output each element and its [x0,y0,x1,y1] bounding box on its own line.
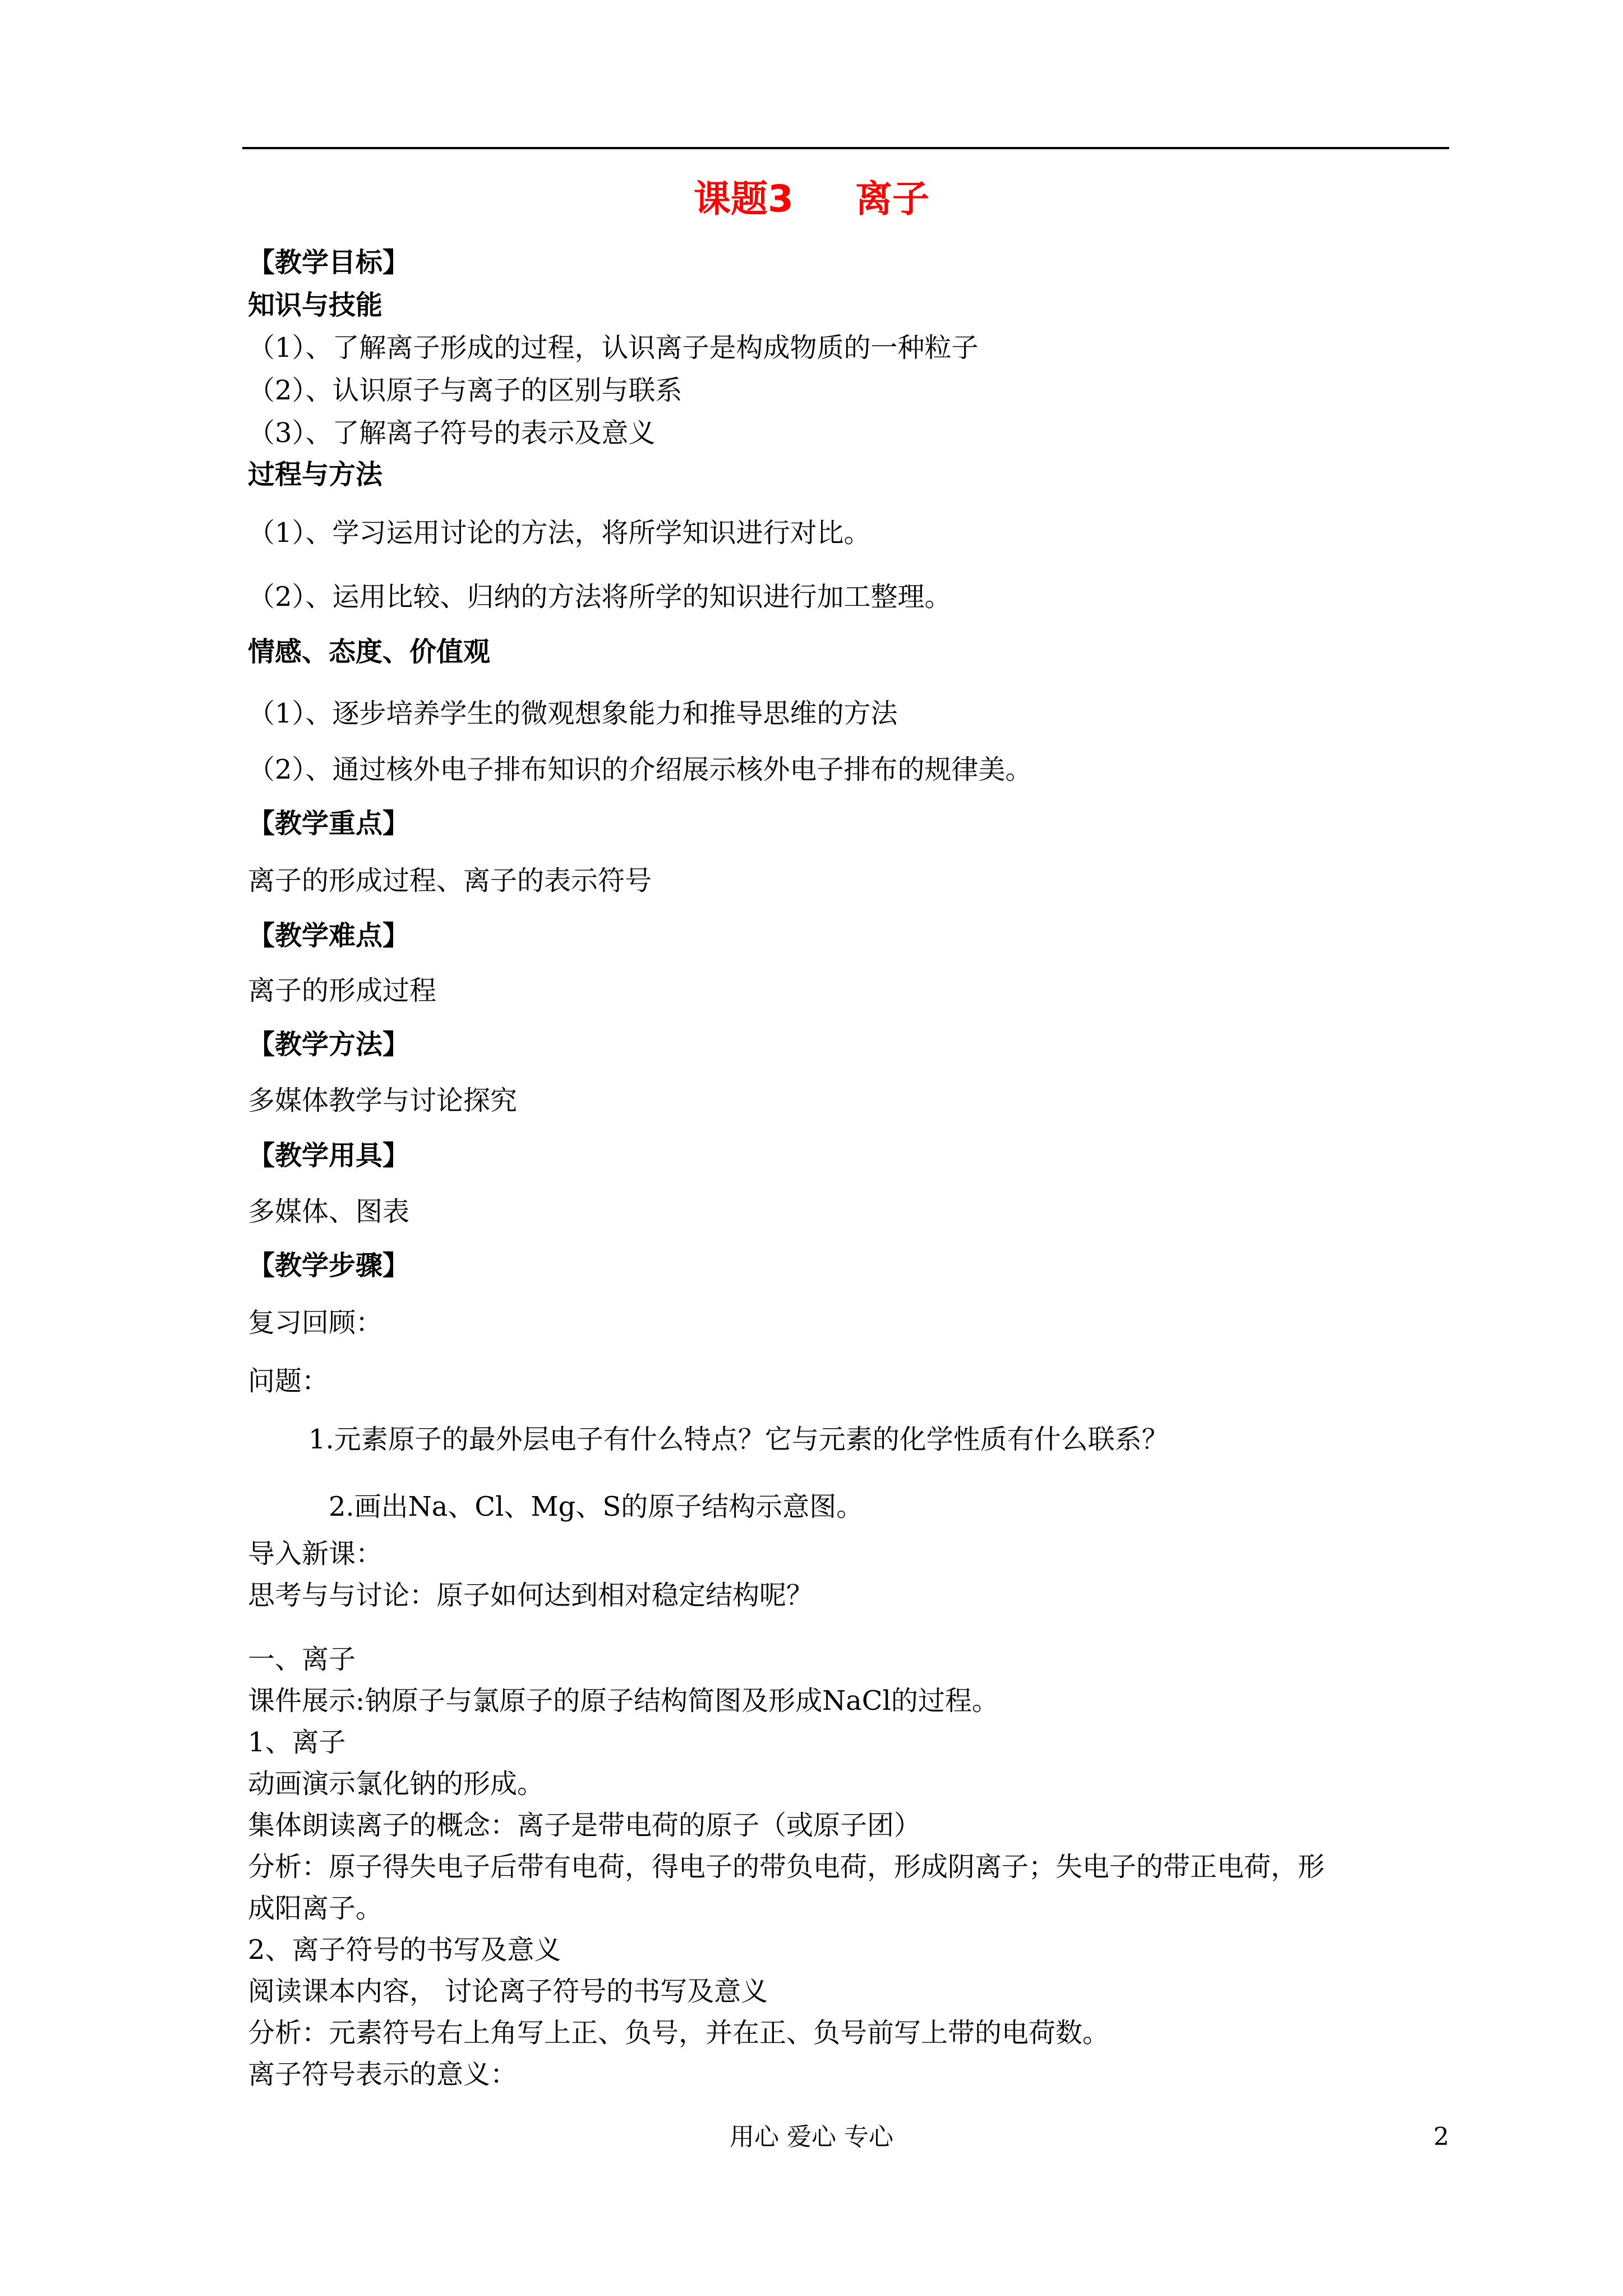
section-heading: 【教学方法】 [248,1029,410,1060]
text-line: 成阳离子。 [248,1893,383,1924]
text-line: 1、离子 [248,1727,346,1758]
question-2: 2.画出Na、Cl、Mg、S的原子结构示意图。 [329,1491,864,1522]
sub-heading: 情感、态度、价值观 [248,636,491,668]
text-line: 分析：元素符号右上角写上正、负号，并在正、负号前写上带的电荷数。 [248,2017,1110,2049]
text-line: （1）、逐步培养学生的微观想象能力和推导思维的方法 [248,698,898,729]
question-1: 1.元素原子的最外层电子有什么特点？它与元素的化学性质有什么联系？ [308,1424,1169,1455]
text-line: 阅读课本内容， 讨论离子符号的书写及意义 [248,1976,768,2007]
section-heading: 【教学用具】 [248,1140,410,1171]
footer-motto: 用心 爱心 专心 [730,2123,893,2151]
text-line: 多媒体、图表 [248,1196,410,1227]
header-rule [242,147,1449,149]
text-line: （1）、学习运用讨论的方法，将所学知识进行对比。 [248,517,871,549]
text-line: （2）、通过核外电子排布知识的介绍展示核外电子排布的规律美。 [248,754,1032,785]
text-line: 课件展示:钠原子与氯原子的原子结构简图及形成NaCl的过程。 [248,1685,999,1717]
text-line: 动画演示氯化钠的形成。 [248,1768,545,1800]
text-line: 一、离子 [248,1644,356,1675]
text-line: （2）、认识原子与离子的区别与联系 [248,375,683,406]
section-heading: 【教学重点】 [248,808,410,839]
text-line: 分析：原子得失电子后带有电荷，得电子的带负电荷，形成阴离子；失电子的带正电荷，形 [248,1851,1325,1883]
section-heading: 【教学难点】 [248,920,410,951]
text-line: （1）、了解离子形成的过程，认识离子是构成物质的一种粒子 [248,332,979,364]
text-line: （2）、运用比较、归纳的方法将所学的知识进行加工整理。 [248,581,952,613]
page-title [0,168,1623,230]
text-line: 离子的形成过程、离子的表示符号 [248,865,652,896]
sub-heading: 过程与方法 [248,459,383,490]
section-heading: 【教学步骤】 [248,1250,410,1281]
text-line: 问题： [248,1365,329,1397]
text-line: 思考与与讨论：原子如何达到相对稳定结构呢？ [248,1580,814,1611]
text-line: 离子符号表示的意义： [248,2059,518,2090]
text-line: 集体朗读离子的概念：离子是带电荷的原子（或原子团） [248,1810,921,1841]
text-line: 导入新课： [248,1538,383,1570]
title-sub: 离子 [855,177,929,220]
text-line: 2、离子符号的书写及意义 [248,1934,561,1966]
page-number: 2 [1433,2123,1449,2151]
sub-heading: 知识与技能 [248,289,383,321]
text-line: （3）、了解离子符号的表示及意义 [248,417,656,449]
text-line: 离子的形成过程 [248,975,437,1006]
text-line: 复习回顾： [248,1307,383,1338]
text-line: 多媒体教学与讨论探究 [248,1085,518,1116]
title-main: 课题3 [694,177,794,220]
section-heading: 【教学目标】 [248,247,410,278]
